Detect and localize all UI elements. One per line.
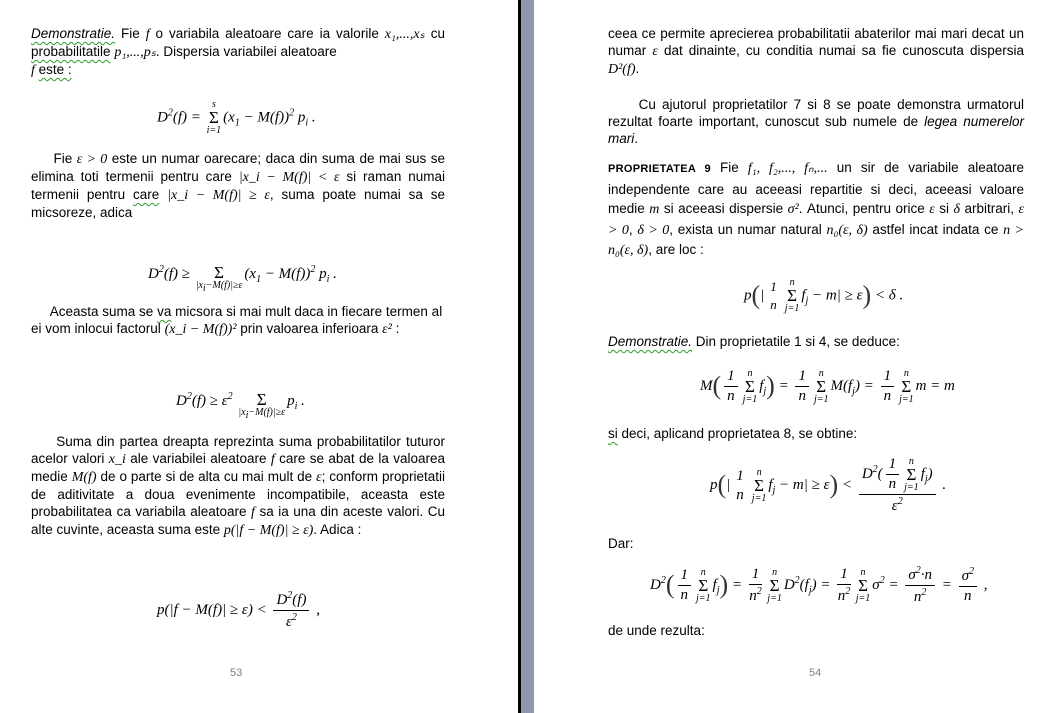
paragraph-continuation: ceea ce permite aprecierea probabilitatii abaterilor mai mari decat un numar ε dat dinainte, cu conditia numai sa fie cunoscuta dispersia D²(f). — [608, 26, 1024, 77]
page-divider — [521, 0, 534, 713]
paragraph-sum-probabilities: Suma din partea dreapta reprezinta suma probabilitatilor tuturor acelor valori x_i ale variabilei aleatoare f care se abat de la valoarea medie M(f) de o parte si de alta cu mai mult de ε; conform proprietatii de aditivitate a doua evenimente incompatibile, aceasta este probabilitatea ca variabila aleatoare f sa ia una din aceste valori. Cu alte cuvinte, aceasta suma este p(|f − M(f)| ≥ ε). Adica : — [31, 434, 446, 538]
equation-chebyshev: p(|f − M(f)| ≥ ε) < $\frac{D^2(f)}{\varepsilon^2}$ , — [157, 590, 320, 630]
paragraph-dar: Dar: — [608, 536, 634, 551]
paragraph-demonstratie: Demonstratie. Fie f o variabila aleatoare care ia valorile x₁,...,xₛ cu probabilitatile p₁,...,pₛ. Dispersia variabilei aleatoare f este : — [31, 26, 445, 78]
paragraph-si-deci: si deci, aplicand proprietatea 8, se obtine: — [608, 426, 858, 441]
paragraph-epsilon: Fie ε > 0 este un numar oarecare; daca din suma de mai sus se elimina toti termenii pentru care |x_i − M(f)| < ε si raman numai termenii pentru care |x_i − M(f)| ≥ ε, suma poate numai sa se micsoreze, adica — [31, 151, 445, 220]
paragraph-law-intro: Cu ajutorul proprietatilor 7 si 8 se poate demonstra urmatorul rezultat foarte important, cunoscut sub numele de legea numerelor mari. — [608, 97, 1024, 146]
property-label: PROPRIETATEA 9 — [608, 163, 711, 175]
page-number: 53 — [230, 667, 243, 679]
equation-mean: M( $\frac{1}{n}$ n Σ $j=1f_j$) = $\frac{1}{n}$ n Σ $j=1M(f_j)$ = $\frac{1}{n}$ n Σ j=1m = m — [700, 367, 955, 405]
equation-dispersion: $D^2(f) = s$ Σ $i=1(x_1 - M(f))^2$ $p_i$ . — [157, 99, 316, 136]
document-page-53 — [0, 0, 518, 713]
paragraph-demonstratie-2: Demonstratie. Din proprietatile 1 si 4, se deduce: — [608, 334, 900, 349]
paragraph-factor: Aceasta suma se va micsora si mai mult daca in fiecare termen al ei vom inlocui factorul (x_i − M(f))² prin valoarea inferioara ε² : — [31, 304, 443, 337]
equation-prop8-applied: p(| 1 n n Σ $j=1f_j - m| \ge \varepsilon$) < $D^2$( $\frac{1}{n}$ n Σ $j=1f_j$) $\varepsilon^2$ . — [710, 455, 947, 514]
paragraph-de-unde: de unde rezulta: — [608, 623, 705, 638]
equation-variance-mean: $D^2$( $\frac{1}{n}$ n Σ $j=1f_j$) = $\frac{1}{n^2}$ n Σ $j=1D^2(f_j)$ = $\frac{1}{n^2}$ n Σ $j=1\sigma^2$ = $\frac{\sigma^2\cdot n}{n^2}$ = $\frac{\sigma^2}{n}$ , — [650, 565, 988, 605]
document-page-54 — [534, 0, 1050, 713]
equation-epsilon-sum: $D^2(f) \ge \varepsilon^2$ Σ $|x_i-M(f)|\ge\varepsilon p_i$ . — [176, 390, 305, 421]
page-number: 54 — [809, 667, 822, 679]
equation-law-large-numbers: p(| 1 n n Σ $j=1f_j - m| \ge \varepsilon) < \delta$ . — [744, 277, 904, 314]
equation-inequality-sum: $D^2(f)$ ≥ Σ $|x_i-M(f)|\ge\varepsilon(x_1 - M(f))^2$ $p_i$ . — [148, 263, 337, 294]
term-legea-numerelor-mari: legea numerelor mari — [608, 114, 1024, 146]
heading-demonstratie: Demonstratie. — [608, 334, 693, 349]
heading-demonstratie: Demonstratie. — [31, 26, 116, 41]
paragraph-proprietatea-9: PROPRIETATEA 9 Fie f₁, f₂,..., fₙ,... un sir de variabile aleatoare independente care au aceeasi repartitie si deci, aceeasi valoare medie m si aceeasi dispersie σ². Atunci, pentru orice ε si δ arbitrari, ε > 0, δ > 0, exista un numar natural n₀(ε, δ) astfel incat indata ce n > n₀(ε, δ), are loc : — [608, 160, 1024, 258]
